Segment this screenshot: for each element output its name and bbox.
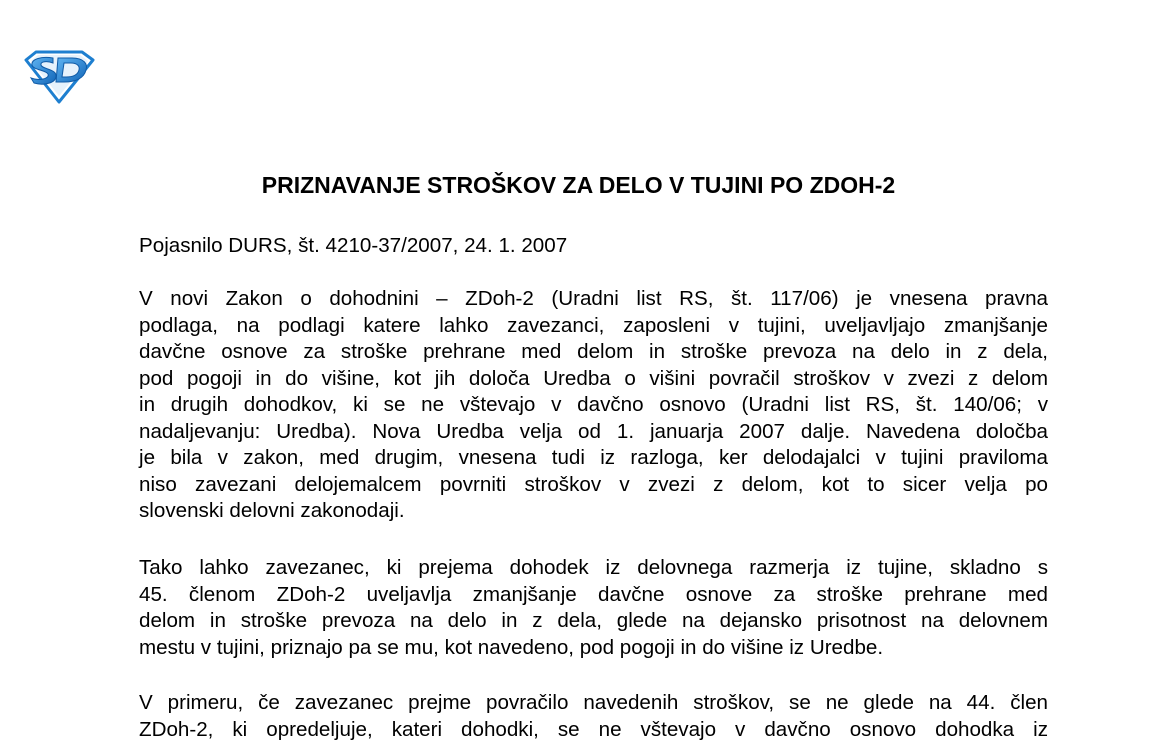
paragraph-line: delom in stroške prevoza na delo in z dela, glede na dejansko prisotnost na delovnem (139, 609, 1048, 632)
body-paragraph-1 (139, 286, 1048, 525)
paragraph-line: je bila v zakon, med drugim, vnesena tudi iz razloga, ker delodajalci v tujini praviloma (139, 446, 1048, 469)
paragraph-line: V novi Zakon o dohodnini – ZDoh-2 (Uradni list RS, št. 117/06) je vnesena pravna (139, 287, 1048, 310)
body-paragraph-2 (139, 555, 1048, 661)
paragraph-line: mestu v tujini, priznajo pa se mu, kot navedeno, pod pogoji in do višine iz Uredbe. (139, 635, 884, 659)
paragraph-line: slovenski delovni zakonodaji. (139, 499, 405, 522)
paragraph-line: podlaga, na podlagi katere lahko zavezanci, zaposleni v tujini, uveljavljajo zmanjšanje (139, 313, 1048, 337)
paragraph-line: davčne osnove za stroške prehrane med delom in stroške prevoza na delo in z dela, (139, 340, 1048, 363)
document-reference: Pojasnilo DURS, št. 4210-37/2007, 24. 1. 2007 (139, 234, 568, 257)
shield-logo-icon (22, 50, 96, 104)
body-paragraph-3 (139, 690, 1048, 743)
paragraph-line: ZDoh-2, ki opredeljuje, kateri dohodki, se ne vštevajo v davčno osnovo dohodka iz (139, 717, 1048, 741)
sd-shield-logo (22, 50, 96, 104)
paragraph-line: niso zavezani delojemalcem povrniti stroškov v zvezi z delom, kot to sicer velja po (139, 472, 1048, 496)
paragraph-line: pod pogoji in do višine, kot jih določa Uredba o višini povračil stroškov v zvezi z delom (139, 366, 1048, 390)
document-title: PRIZNAVANJE STROŠKOV ZA DELO V TUJINI PO ZDOH-2 (261, 172, 896, 198)
paragraph-line: 45. členom ZDoh-2 uveljavlja zmanjšanje davčne osnove za stroške prehrane med (139, 582, 1048, 606)
paragraph-line: nadaljevanju: Uredba). Nova Uredba velja od 1. januarja 2007 dalje. Navedena določba (139, 419, 1048, 443)
paragraph-line: V primeru, če zavezanec prejme povračilo navedenih stroškov, se ne glede na 44. člen (139, 691, 1048, 714)
paragraph-line: Tako lahko zavezanec, ki prejema dohodek iz delovnega razmerja iz tujine, skladno s (139, 556, 1048, 579)
paragraph-line: in drugih dohodkov, ki se ne vštevajo v davčno osnovo (Uradni list RS, št. 140/06; v (139, 393, 1048, 416)
